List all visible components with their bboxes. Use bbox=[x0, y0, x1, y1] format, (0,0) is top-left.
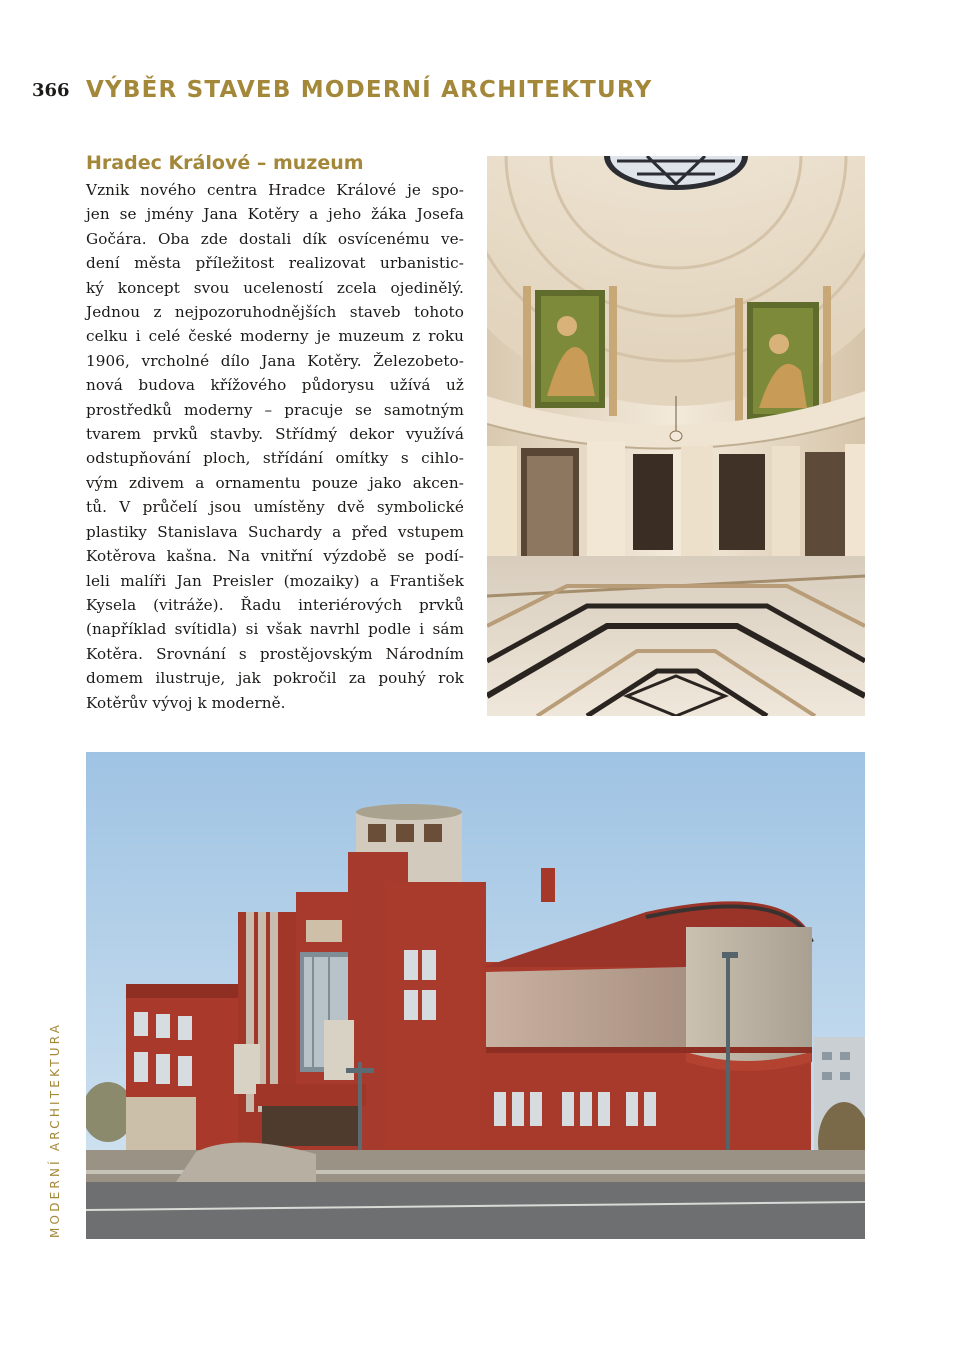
body-line: plastiky Stanislava Suchardy a před vstupem bbox=[86, 522, 464, 541]
running-head: VÝBĚR STAVEB MODERNÍ ARCHITEKTURY bbox=[86, 77, 653, 103]
body-line: jen se jmény Jana Kotěry a jeho žáka Josefa bbox=[86, 205, 464, 224]
body-line: Kysela (vitráže). Řadu interiérových prvků bbox=[86, 595, 464, 614]
body-line: leli malíři Jan Preisler (mozaiky) a František bbox=[86, 571, 464, 590]
body-line: Kotěrův vývoj k moderně. bbox=[86, 693, 286, 712]
article-body bbox=[86, 178, 464, 715]
body-line: dení města příležitost realizovat urbanistic- bbox=[86, 254, 464, 273]
body-line: tvarem prvků stavby. Střídmý dekor využívá bbox=[86, 425, 464, 444]
body-line: vým zdivem a ornamentu pouze jako akcen- bbox=[86, 473, 464, 492]
side-label: MODERNÍ ARCHITEKTURA bbox=[48, 1021, 62, 1238]
body-line: Kotěra. Srovnání s prostějovským Národním bbox=[86, 644, 464, 663]
body-line: Jednou z nejpozoruhodnějších staveb tohoto bbox=[86, 303, 464, 322]
page-number: 366 bbox=[32, 80, 70, 101]
body-line: (například svítidla) si však navrhl podle i sám bbox=[86, 620, 464, 639]
body-line: domem ilustruje, jak pokročil za pouhý rok bbox=[86, 669, 464, 688]
body-line: nová budova křížového půdorysu užívá už bbox=[86, 376, 464, 395]
body-line: tů. V průčelí jsou umístěny dvě symbolické bbox=[86, 498, 464, 517]
body-line: celku i celé české moderny je muzeum z roku bbox=[86, 327, 464, 346]
body-line: Gočára. Oba zde dostali dík osvícenému ve- bbox=[86, 229, 464, 248]
museum-exterior-photo bbox=[86, 752, 865, 1239]
body-line: Vznik nového centra Hradce Králové je spo- bbox=[86, 181, 464, 199]
body-line: Kotěrova kašna. Na vnitřní výzdobě se podí- bbox=[86, 547, 464, 566]
body-line: ký koncept svou uceleností zcela ojedinělý. bbox=[86, 278, 464, 297]
museum-interior-photo bbox=[487, 156, 865, 716]
section-title: Hradec Králové – muzeum bbox=[86, 152, 364, 174]
body-line: odstupňování ploch, střídání omítky s cihlo- bbox=[86, 449, 464, 468]
body-line: 1906, vrcholné dílo Jana Kotěry. Železobeto- bbox=[86, 351, 464, 370]
body-line: prostředků moderny – pracuje se samotným bbox=[86, 400, 464, 419]
